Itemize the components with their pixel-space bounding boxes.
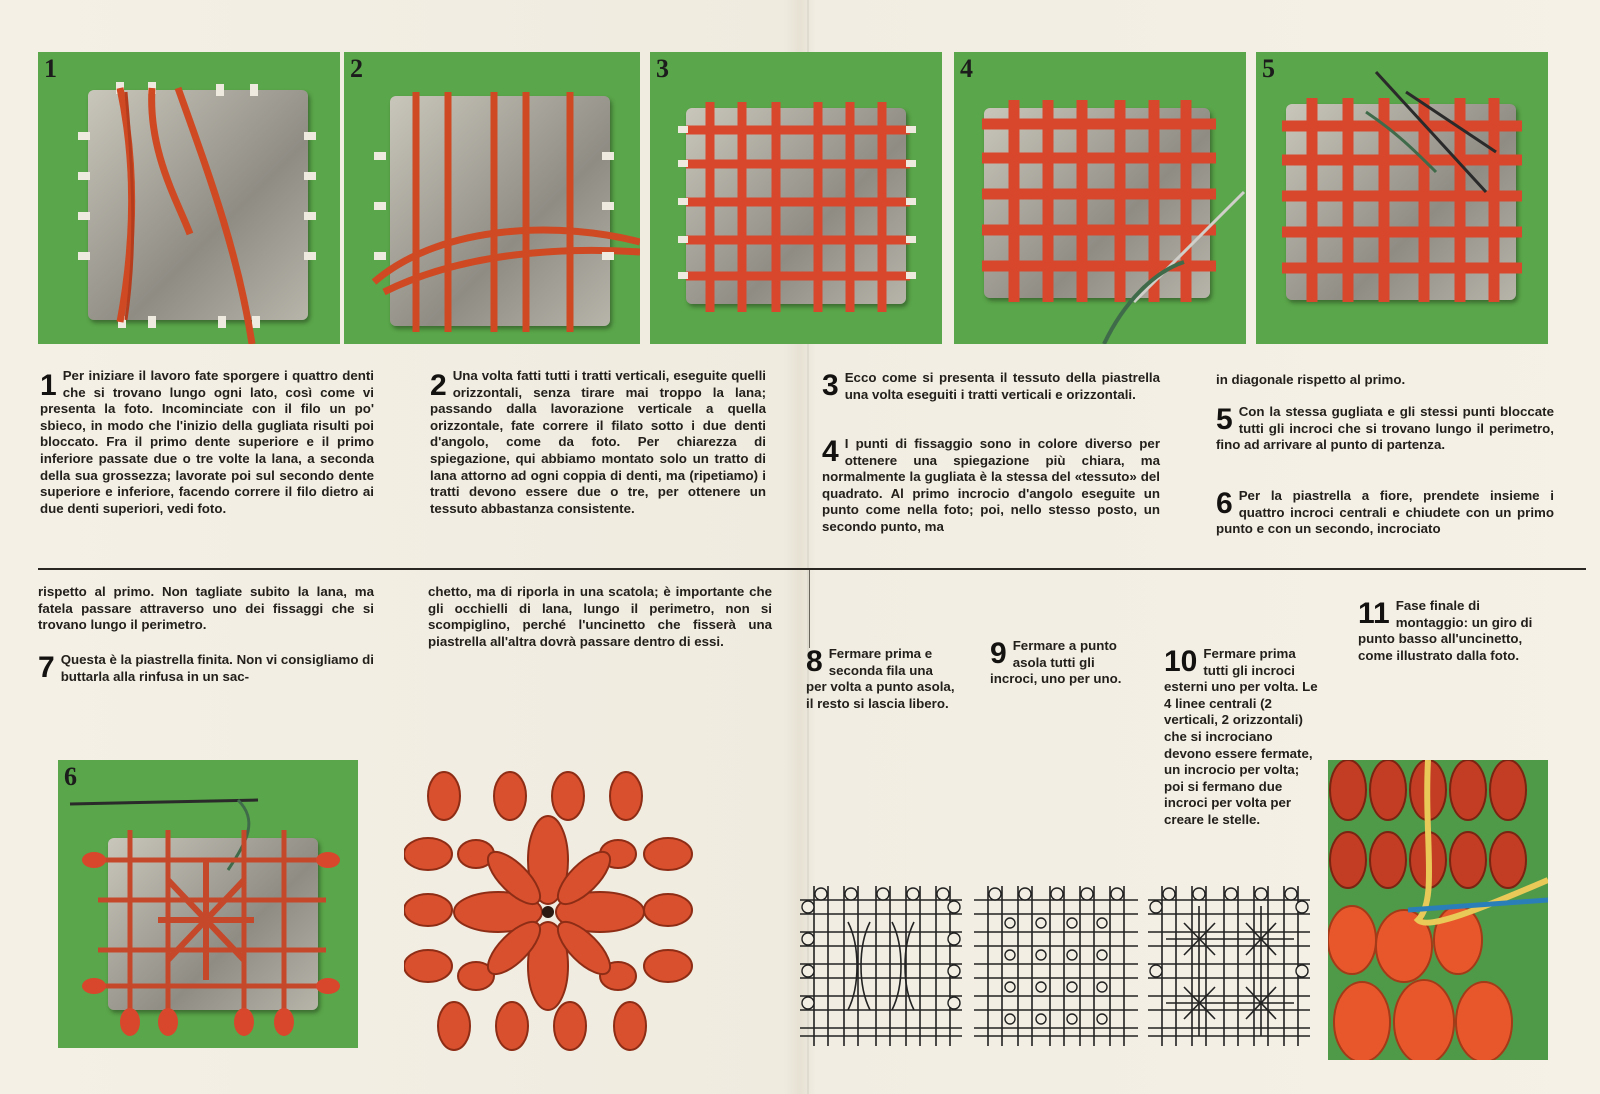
step-body: Fase finale di montaggio: un giro di punto basso all'uncinetto, come illustrato dalla foto. [1358,598,1533,663]
diagram-step-8 [800,886,962,1046]
step-number: 3 [822,369,839,402]
step-4-text [822,436,1160,536]
photo-step-11 [1328,760,1548,1060]
photo-number: 5 [1262,54,1275,83]
photo-step-4 [954,52,1246,344]
yarn-thread [809,570,810,648]
step-7-text [38,652,374,685]
photo-step-3 [650,52,942,344]
step-number: 11 [1358,597,1390,630]
step-10-text [1164,646,1318,829]
yarn-illustration [954,52,1246,344]
crochet-illustration [1328,760,1548,1060]
step-number: 1 [40,369,57,402]
step-body: Fermare a punto asola tutti gli incroci, uno per uno. [990,638,1122,687]
step-6-continued [38,584,374,634]
step-number: 7 [38,651,55,684]
step-number: 4 [822,435,839,468]
step-7-continued [428,584,772,650]
step-number: 2 [430,369,447,402]
step-body: Per la piastrella a fiore, prendete insieme i quattro incroci centrali e chiudete con un primo punto e con un secondo, incrociato [1216,488,1554,537]
step-9-text [990,638,1134,688]
photo-step-5 [1256,52,1548,344]
step-body: Fermare prima tutti gli incroci esterni uno per volta. Le 4 linee centrali (2 verticali, 2 orizzontali) che si incrociano devono essere fermate, un incrocio per volta; poi si fermano due incroci per volta per creare le stelle. [1164,646,1318,827]
step-number: 5 [1216,403,1233,436]
photo-number: 3 [656,54,669,83]
step-6-text [1216,488,1554,538]
photo-number: 6 [64,762,77,791]
step-3-text [822,370,1160,403]
photo-step-6 [58,760,358,1048]
finished-tile-photo [404,770,694,1054]
step-body: rispetto al primo. Non tagliate subito la lana, ma fatela passare attraverso uno dei fissaggi che si trovano lungo il perimetro. [38,584,374,633]
step-2-text [430,368,766,517]
step-body: Fermare prima e seconda fila una per volta a punto asola, il resto si lascia libero. [806,646,955,711]
diagram-step-10 [1148,886,1310,1046]
step-body: Una volta fatti tutti i tratti verticali, eseguite quelli orizzontali, senza tirare mai troppo la lana; passando dalla lavorazione verticale a quella orizzontale, fate correre il filato sotto i due denti d'angolo, come da foto. Per chiarezza di spiegazione, qui abbiamo montato solo un tratto di lana attorno ad ogni coppia di denti, ma (ripetiamo) i tratti devono essere due o tre, per ottenere un tessuto abbastanza consistente. [430,368,766,516]
yarn-illustration [38,52,340,344]
step-body: in diagonale rispetto al primo. [1216,372,1406,387]
photo-step-1 [38,52,340,344]
photo-number: 2 [350,54,363,83]
yarn-illustration [344,52,640,344]
step-8-text [806,646,956,712]
step-body: chetto, ma di riporla in una scatola; è importante che gli occhielli di lana, lungo il perimetro, non si scompiglino, perché l'uncinetto che fisserà una piastrella all'altra dovrà passare dentro di essi. [428,584,772,649]
photo-number: 4 [960,54,973,83]
yarn-illustration [650,52,942,344]
diagram-step-9 [974,886,1138,1046]
photo-step-2 [344,52,640,344]
step-body: I punti di fissaggio sono in colore diverso per ottenere una spiegazione più chiara, ma normalmente la gugliata è la stessa del «tessuto» del quadrato. Al primo incrocio d'angolo eseguite un punto come nella foto; poi, nello stesso posto, un secondo punto, ma [822,436,1160,534]
yarn-illustration [58,760,358,1048]
step-body: Ecco come si presenta il tessuto della piastrella una volta eseguiti i tratti verticali e orizzontali. [844,370,1160,402]
step-11-text [1358,598,1550,664]
step-5-text [1216,404,1554,454]
step-number: 6 [1216,487,1233,520]
step-number: 10 [1164,645,1198,678]
step-4-continued [1216,372,1554,389]
step-body: Con la stessa gugliata e gli stessi punti bloccate tutti gli incroci che si trovano lungo il perimetro, fino ad arrivare al punto di partenza. [1216,404,1554,453]
step-body: Per iniziare il lavoro fate sporgere i quattro denti che si trovano lungo ogni lato, così come vi presenta la foto. Incominciate con il filo un po' sbieco, in modo che l'inizio della gugliata risulti poi bloccato. Fra il primo dente superiore e il primo inferiore passate due o tre volte la lana, a seconda della sua grossezza; lavorate poi sul secondo dente superiore e inferiore, facendo correre il filo dietro ai due denti superiori, vedi foto. [40,368,374,516]
step-1-text [40,368,374,517]
step-number: 8 [806,645,823,678]
yarn-illustration [1256,52,1548,344]
step-number: 9 [990,637,1007,670]
step-body: Questa è la piastrella finita. Non vi consigliamo di buttarla alla rinfusa in un sac- [60,652,374,684]
photo-number: 1 [44,54,57,83]
horizontal-divider [38,568,1586,570]
